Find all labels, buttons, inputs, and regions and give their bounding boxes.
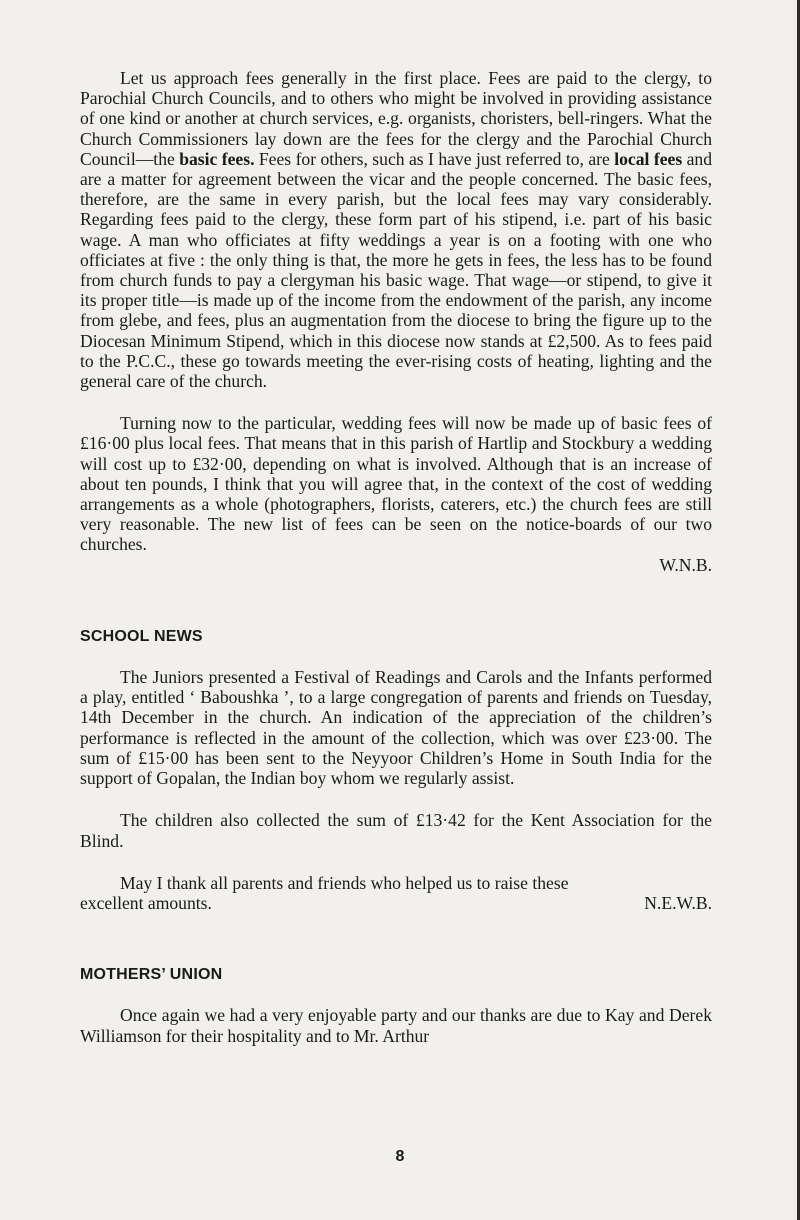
signature-newb: N.E.W.B. [644, 892, 712, 913]
signature-wnb: W.N.B. [659, 554, 712, 575]
fees-paragraph-2: Turning now to the particular, wedding fees will now be made up of basic fees of £16·00 plus local fees. That means that in this parish of Hartlip and Stockbury a wedding will cost up to £32·00, depending on what is involved. Although that is an increase of about ten pounds, I think that you will agree that, in the context of the cost of wedding arrangements as a whole (photographers, florists, caterers, etc.) the church fees are still very reasonable. The new list of fees can be seen on the notice-boards of our two churches. W.N.B. [80, 413, 712, 575]
mothers-union-paragraph-1: Once again we had a very enjoyable party and our thanks are due to Kay and Derek Williamson for their hospitality and to Mr. Arthur [80, 1005, 712, 1046]
school-news-paragraph-3: May I thank all parents and friends who helped us to raise these [120, 872, 569, 893]
school-news-paragraph-2: The children also collected the sum of £13·42 for the Kent Association for the Blind. [80, 810, 712, 851]
mothers-union-heading: MOTHERS’ UNION [80, 966, 223, 984]
document-page [80, 68, 712, 1046]
local-fees-term: local fees [614, 148, 683, 169]
school-news-heading: SCHOOL NEWS [80, 627, 203, 645]
basic-fees-term: basic fees. [179, 148, 255, 169]
page-number: 8 [395, 1148, 405, 1165]
school-news-last-line: excellent amounts. N.E.W.B. [80, 892, 712, 913]
fees-paragraph-1: Let us approach fees generally in the first place. Fees are paid to the clergy, to Parochial Church Councils, and to others who might be involved in providing assistance of one kind or another at church services, e.g. organists, choristers, bell-ringers. What the Church Commissioners lay down are the fees for the clergy and the Parochial Church Council—the basic fees. Fees for others, such as I have just referred to, are local fees and are a matter for agreement between the vicar and the people concerned. The basic fees, therefore, are the same in every parish, but the local fees may vary considerably. Regarding fees paid to the clergy, these form part of his stipend, i.e. part of his basic wage. A man who officiates at fifty weddings a year is on a footing with one who officiates at five : the only thing is that, the more he gets in fees, the less has to be found from church funds to pay a clergyman his basic wage. That wage—or stipend, to give it its proper title—is made up of the income from the endowment of the parish, any income from glebe, and fees, plus an augmentation from the diocese to bring the figure up to the Diocesan Minimum Stipend, which in this diocese now stands at £2,500. As to fees paid to the P.C.C., these go towards meeting the ever-rising costs of heating, lighting and the general care of the church. [80, 68, 712, 392]
school-news-paragraph-1: The Juniors presented a Festival of Readings and Carols and the Infants performed a play, entitled ‘ Baboushka ’, to a large congregation of parents and friends on Tuesday, 14th December in the church. An indication of the appreciation of the children’s performance is reflected in the amount of the collection, which was over £23·00. The sum of £15·00 has been sent to the Neyyoor Children’s Home in South India for the support of Gopalan, the Indian boy whom we regularly assist. [80, 667, 712, 789]
